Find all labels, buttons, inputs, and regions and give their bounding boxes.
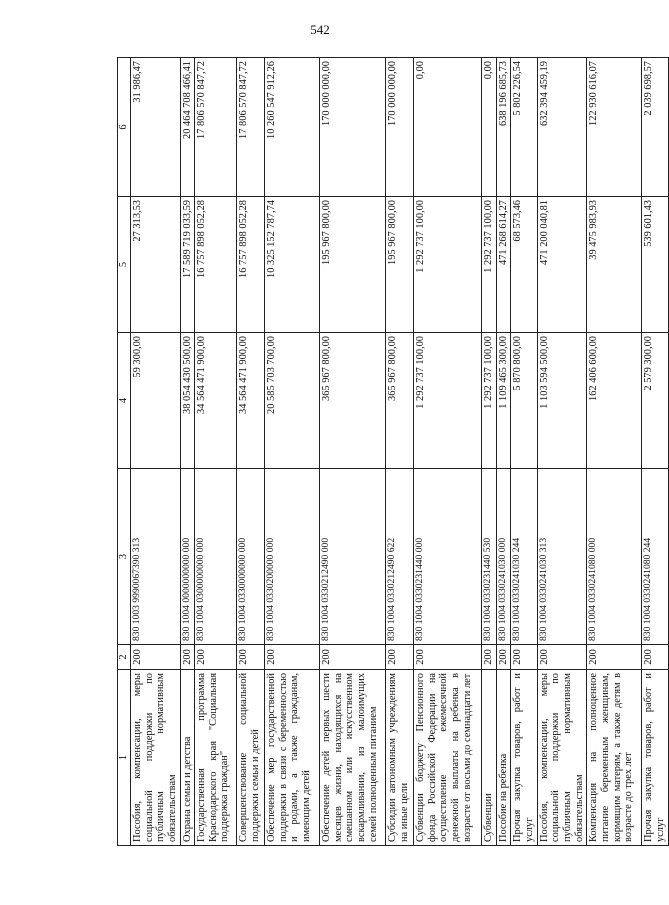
- row-plan-cell: 1 109 465 300,00: [496, 333, 511, 469]
- row-name-cell: Обеспечение детей первых шести месяцев жизни, находящихся на смешанном или искусственном вскармливании, из малоимущих семей полноценным питанием: [320, 670, 386, 846]
- row-name-cell: Пособия, компенсации, меры социальной поддержки по публичным нормативным обязательствам: [131, 670, 181, 846]
- row-code-cell: 830 1004 0300000000 000: [195, 469, 237, 645]
- table-row: [195, 58, 237, 846]
- row-plan-cell: 365 967 800,00: [386, 333, 414, 469]
- row-plan-cell: 2 579 300,00: [642, 333, 668, 469]
- row-plan-cell: 34 564 471 900,00: [237, 333, 265, 469]
- table-row: [320, 58, 386, 846]
- header-cell: 3: [118, 469, 131, 645]
- row-code-cell: 830 1004 0330241080 244: [642, 469, 668, 645]
- row-plan-cell: 1 292 737 100,00: [414, 333, 482, 469]
- row-code-cell: 830 1004 0330241080 000: [587, 469, 642, 645]
- page-number: 542: [310, 22, 330, 37]
- row-executed-cell: 16 757 898 052,28: [237, 197, 265, 333]
- row-name-cell: Прочая закупка товаров, работ и услуг: [511, 670, 537, 846]
- row-remainder-cell: 170 000 000,00: [320, 58, 386, 197]
- table-row: [265, 58, 320, 846]
- row-ved-cell: 200: [511, 645, 537, 670]
- row-name-cell: Субвенции бюджету Пенсионного фонда Российской Федерации на осуществление ежемесячной денежной выплаты на ребенка в возрасте от восьми до семнадцати лет: [414, 670, 482, 846]
- row-name-cell: Обеспечение мер государственной поддержки в связи с беременностью и родами, а также гражданам, имеющим детей: [265, 670, 320, 846]
- row-executed-cell: 27 313,53: [131, 197, 181, 333]
- row-code-cell: 830 1004 0330241030 313: [537, 469, 587, 645]
- row-name-cell: Пособие на ребенка: [496, 670, 511, 846]
- row-ved-cell: 200: [482, 645, 497, 670]
- table-body: [131, 58, 669, 846]
- row-code-cell: 830 1004 0330231440 530: [482, 469, 497, 645]
- row-plan-cell: 1 103 594 500,00: [537, 333, 587, 469]
- row-plan-cell: 34 564 471 900,00: [195, 333, 237, 469]
- row-ved-cell: 200: [195, 645, 237, 670]
- row-ved-cell: 200: [131, 645, 181, 670]
- row-code-cell: 830 1004 0330212490 000: [320, 469, 386, 645]
- row-remainder-cell: 0,00: [414, 58, 482, 197]
- table-row: [237, 58, 265, 846]
- table-row: [131, 58, 181, 846]
- row-plan-cell: 38 054 430 500,00: [180, 333, 195, 469]
- row-ved-cell: 200: [180, 645, 195, 670]
- row-remainder-cell: 10 260 547 912,26: [265, 58, 320, 197]
- row-plan-cell: 162 406 600,00: [587, 333, 642, 469]
- row-code-cell: 830 1004 0330000000 000: [237, 469, 265, 645]
- row-plan-cell: 59 300,00: [131, 333, 181, 469]
- table-row: [537, 58, 587, 846]
- row-remainder-cell: 638 196 685,73: [496, 58, 511, 197]
- row-ved-cell: 200: [237, 645, 265, 670]
- row-ved-cell: 200: [537, 645, 587, 670]
- row-executed-cell: 195 967 800,00: [386, 197, 414, 333]
- row-remainder-cell: 17 806 570 847,72: [195, 58, 237, 197]
- row-name-cell: Пособия, компенсации, меры социальной поддержки по публичным нормативным обязательствам: [537, 670, 587, 846]
- row-remainder-cell: 31 986,47: [131, 58, 181, 197]
- table-row: [414, 58, 482, 846]
- row-remainder-cell: 122 930 616,07: [587, 58, 642, 197]
- row-remainder-cell: 20 464 708 466,41: [180, 58, 195, 197]
- header-cell: 4: [118, 333, 131, 469]
- table-row: [180, 58, 195, 846]
- row-ved-cell: 200: [587, 645, 642, 670]
- header-cell: 1: [118, 670, 131, 846]
- row-plan-cell: 5 870 800,00: [511, 333, 537, 469]
- row-remainder-cell: 5 802 226,54: [511, 58, 537, 197]
- row-plan-cell: 20 585 703 700,00: [265, 333, 320, 469]
- row-remainder-cell: 0,00: [482, 58, 497, 197]
- row-ved-cell: 200: [496, 645, 511, 670]
- row-ved-cell: 200: [265, 645, 320, 670]
- row-executed-cell: 68 573,46: [511, 197, 537, 333]
- row-code-cell: 830 1004 0330231440 000: [414, 469, 482, 645]
- row-executed-cell: 539 601,43: [642, 197, 668, 333]
- row-remainder-cell: 632 394 459,19: [537, 58, 587, 197]
- rotated-table-container: [117, 58, 666, 846]
- row-ved-cell: 200: [386, 645, 414, 670]
- table-header-row: [118, 58, 131, 846]
- table-row: [482, 58, 497, 846]
- row-plan-cell: 365 967 800,00: [320, 333, 386, 469]
- row-code-cell: 830 1004 0330200000 000: [265, 469, 320, 645]
- header-cell: 2: [118, 645, 131, 670]
- table-row: [642, 58, 668, 846]
- header-cell: 6: [118, 58, 131, 197]
- row-code-cell: 830 1003 9990067390 313: [131, 469, 181, 645]
- row-name-cell: Субсидии автономным учреждениям на иные цели: [386, 670, 414, 846]
- header-cell: 5: [118, 197, 131, 333]
- row-code-cell: 830 1004 0330241030 000: [496, 469, 511, 645]
- row-name-cell: Прочая закупка товаров, работ и услуг: [642, 670, 668, 846]
- table-row: [386, 58, 414, 846]
- row-executed-cell: 10 325 152 787,74: [265, 197, 320, 333]
- row-name-cell: Субвенции: [482, 670, 497, 846]
- row-remainder-cell: 17 806 570 847,72: [237, 58, 265, 197]
- row-name-cell: Совершенствование социальной поддержки семьи и детей: [237, 670, 265, 846]
- row-ved-cell: 200: [642, 645, 668, 670]
- row-plan-cell: 1 292 737 100,00: [482, 333, 497, 469]
- table-row: [511, 58, 537, 846]
- row-executed-cell: 1 292 737 100,00: [414, 197, 482, 333]
- row-ved-cell: 200: [320, 645, 386, 670]
- row-executed-cell: 471 268 614,27: [496, 197, 511, 333]
- row-name-cell: Компенсация на полноценное питание беременным женщинам, кормящим матерям, а также детям в возрасте до трех лет: [587, 670, 642, 846]
- row-executed-cell: 16 757 898 052,28: [195, 197, 237, 333]
- row-executed-cell: 471 200 040,81: [537, 197, 587, 333]
- row-code-cell: 830 1004 0000000000 000: [180, 469, 195, 645]
- row-remainder-cell: 2 039 698,57: [642, 58, 668, 197]
- row-executed-cell: 1 292 737 100,00: [482, 197, 497, 333]
- row-code-cell: 830 1004 0330241030 244: [511, 469, 537, 645]
- row-remainder-cell: 170 000 000,00: [386, 58, 414, 197]
- row-executed-cell: 195 967 800,00: [320, 197, 386, 333]
- row-code-cell: 830 1004 0330212490 622: [386, 469, 414, 645]
- row-executed-cell: 17 589 719 033,59: [180, 197, 195, 333]
- budget-table: [117, 57, 669, 846]
- row-ved-cell: 200: [414, 645, 482, 670]
- row-name-cell: Государственная программа Краснодарского края "Социальная поддержка граждан": [195, 670, 237, 846]
- table-row: [587, 58, 642, 846]
- table-row: [496, 58, 511, 846]
- row-executed-cell: 39 475 983,93: [587, 197, 642, 333]
- row-name-cell: Охрана семьи и детства: [180, 670, 195, 846]
